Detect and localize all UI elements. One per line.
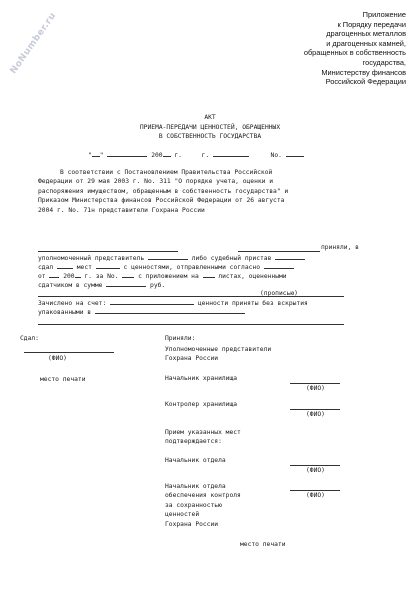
blank xyxy=(148,253,188,260)
act-subtitle-1: ПРИЕМА-ПЕРЕДАЧИ ЦЕННОСТЕЙ, ОБРАЩЕННЫХ xyxy=(139,124,281,131)
blank xyxy=(96,262,120,269)
text-line: обеспечения контроля xyxy=(165,492,241,500)
priem-line-1: Прием указанных мест xyxy=(165,429,241,436)
stamp-place-label-2: место печати xyxy=(240,541,286,548)
body-text: Зачислено на счет: xyxy=(38,300,107,307)
blank xyxy=(264,262,294,269)
date-g2: г. xyxy=(201,152,210,159)
blank xyxy=(75,271,81,278)
place-blank xyxy=(213,150,249,157)
fio-label: (ФИО) xyxy=(306,411,325,418)
act-title: АКТ xyxy=(204,114,216,121)
body-line-2: Федерации от 29 мая 2003 г. No. 311 "О порядке учета, оценки и xyxy=(38,178,274,186)
blank-line xyxy=(38,251,178,252)
body-text: сдал xyxy=(38,264,54,271)
text-line: за сохранностью xyxy=(165,501,222,509)
kontroler-label: Контролер хранилища xyxy=(165,401,238,408)
number-label: No. xyxy=(270,152,282,159)
prinyali-label: Приняли: xyxy=(165,335,196,342)
stamp-place-label: место печати xyxy=(40,376,86,383)
propis-label: (прописью) xyxy=(260,290,298,297)
date-quote-close: " xyxy=(99,152,104,159)
fio-label: (ФИО) xyxy=(306,385,325,392)
watermark: NoNumber.ru xyxy=(8,10,59,77)
appendix-line: Российской Федерации xyxy=(325,77,406,87)
body-prinyali: приняли, в xyxy=(321,244,359,251)
body-text: руб. xyxy=(150,282,166,289)
body-line-1: В соответствии с Постановлением Правительства Российской xyxy=(60,169,273,176)
appendix-line: Приложение xyxy=(362,10,406,19)
day-blank xyxy=(92,150,100,157)
date-g1: г. xyxy=(174,152,182,159)
body-text: уполномоченный представитель xyxy=(38,255,145,262)
appendix-line: Министерству финансов xyxy=(321,67,406,77)
body-line-3: распоряжения имуществом, обращенным в собственность государства" и xyxy=(38,187,289,195)
sdal-label: Сдал: xyxy=(20,335,39,342)
body-line-4: Приказом Министерства финансов Российской Федерации от 26 августа xyxy=(38,197,285,205)
date-line xyxy=(88,150,304,160)
blank xyxy=(122,271,134,278)
blank xyxy=(203,271,215,278)
upolnom-line-2: Гохрана России xyxy=(165,355,219,362)
appendix-line: драгоценных металлов xyxy=(326,29,406,39)
blank xyxy=(49,271,59,278)
year-blank xyxy=(163,150,171,157)
blank-line xyxy=(38,296,344,297)
body-text: сдатчиком в сумме xyxy=(38,282,103,289)
body-line-5: 2004 г. No. 71н представители Гохрана России xyxy=(38,206,205,214)
appendix-note xyxy=(256,10,406,87)
body-text: листах, оцененными xyxy=(218,273,287,280)
fio-label: (ФИО) xyxy=(48,355,67,362)
body-text: г. за No. xyxy=(84,273,119,280)
upolnom-line-1: Уполномоченные представители xyxy=(165,346,272,353)
act-subtitle-2: В СОБСТВЕННОСТЬ ГОСУДАРСТВА xyxy=(158,133,262,140)
body-text: либо судебный пристав xyxy=(191,255,272,262)
fio-label: (ФИО) xyxy=(306,467,325,474)
body-text: от xyxy=(38,273,46,280)
date-quote-open: " xyxy=(88,152,92,159)
date-year: 200 xyxy=(151,152,163,159)
body-text: с приложением на xyxy=(138,273,199,280)
nach-otdela-obesp-block xyxy=(165,482,241,529)
number-blank xyxy=(286,150,304,157)
body-text: ценности приняты без вскрытия xyxy=(197,300,308,307)
blank-line xyxy=(38,324,344,325)
appendix-line: обращенных в собственность xyxy=(303,48,406,58)
text-line: Гохрана России xyxy=(165,520,219,528)
body-text: упакованными в xyxy=(38,309,92,316)
body-text: мест xyxy=(76,264,92,271)
appendix-line: и драгоценных камней, xyxy=(326,38,406,48)
text-line: Начальник отдела xyxy=(165,483,226,490)
body-text: 200 xyxy=(63,273,75,280)
priem-line-2: подтверждается: xyxy=(165,438,222,445)
body-paragraph xyxy=(38,168,344,215)
appendix-line: государства, xyxy=(362,57,406,67)
signature-line xyxy=(24,352,114,353)
month-blank xyxy=(107,150,147,157)
body-line-12 xyxy=(38,307,245,317)
nach-khran-label: Начальник хранилища xyxy=(165,375,238,382)
blank xyxy=(110,298,194,305)
fio-label: (ФИО) xyxy=(306,492,325,499)
body-line-10 xyxy=(38,280,165,290)
body-text: с ценностями, отправленными согласно xyxy=(123,264,261,271)
blank xyxy=(95,307,245,314)
blank xyxy=(57,262,73,269)
appendix-line: к Порядку передачи xyxy=(337,19,406,29)
blank xyxy=(275,253,305,260)
nach-otdela-label: Начальник отдела xyxy=(165,457,226,464)
blank-line xyxy=(238,251,320,252)
text-line: ценностей xyxy=(165,511,200,519)
blank xyxy=(106,280,146,287)
